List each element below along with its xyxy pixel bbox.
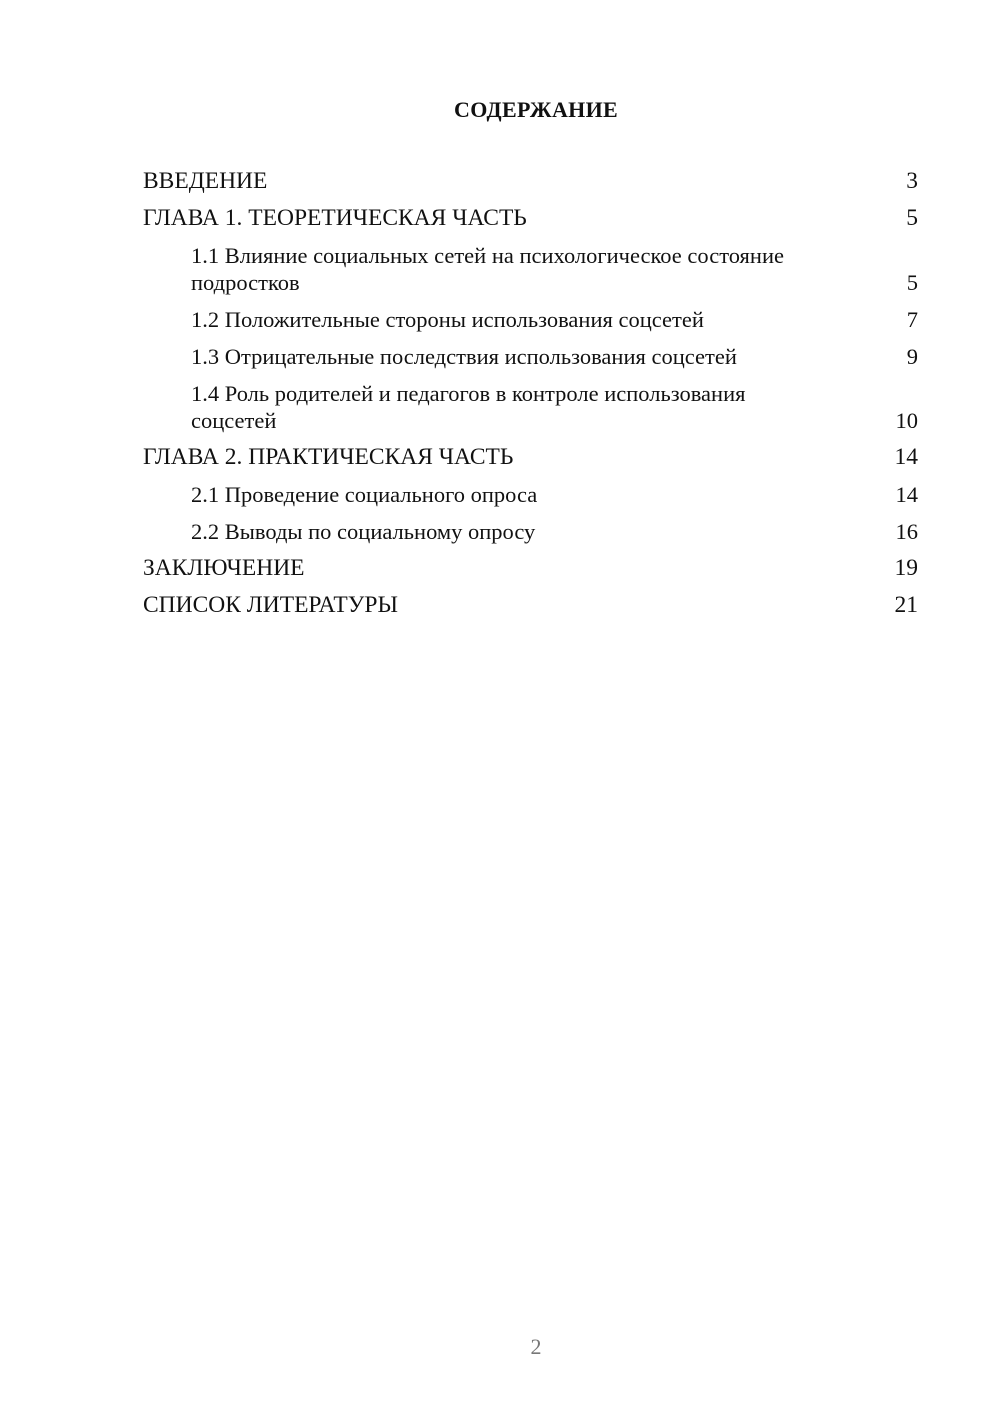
toc-entry-page: 16: [895, 519, 918, 544]
toc-entry-chapter-1[interactable]: [143, 205, 918, 232]
toc-entry-text: 2.2 Выводы по социальному опросу: [191, 519, 536, 544]
toc-entry-text: ВВЕДЕНИЕ: [143, 168, 268, 194]
toc-entry-conclusion[interactable]: [143, 555, 918, 582]
toc-entry-chapter-2[interactable]: [143, 444, 918, 471]
toc-entry-page: 10: [895, 408, 918, 433]
toc-entry-section-2-2[interactable]: [143, 518, 918, 545]
toc-entry-section-1-1[interactable]: [143, 242, 918, 296]
toc-entry-section-1-2[interactable]: [143, 306, 918, 333]
toc-entry-text: ЗАКЛЮЧЕНИЕ: [143, 555, 305, 581]
toc-entry-text: 1.3 Отрицательные последствия использования соцсетей: [191, 344, 737, 369]
toc-entry-text: СПИСОК ЛИТЕРАТУРЫ: [143, 592, 398, 618]
toc-entry-page: 7: [906, 307, 918, 332]
toc-entry-section-1-4[interactable]: [143, 380, 918, 434]
toc-entry-page: 21: [894, 592, 918, 618]
toc-entry-page: 14: [894, 444, 918, 470]
toc-entry-page: 14: [895, 482, 918, 507]
toc-entry-section-1-3[interactable]: [143, 343, 918, 370]
toc-entry-text: ГЛАВА 2. ПРАКТИЧЕСКАЯ ЧАСТЬ: [143, 444, 514, 470]
toc-entry-page: 5: [906, 205, 918, 231]
toc-entry-text: 1.2 Положительные стороны использования соцсетей: [191, 307, 704, 332]
page-title: СОДЕРЖАНИЕ: [454, 97, 618, 122]
toc-entry-page: 3: [906, 168, 918, 194]
toc-entry-text: 1.4 Роль родителей и педагогов в контроле использования соцсетей: [191, 381, 746, 433]
toc-entry-section-2-1[interactable]: [143, 481, 918, 508]
table-of-contents: [143, 168, 918, 629]
toc-entry-text: 1.1 Влияние социальных сетей на психологическое состояние подростков: [191, 243, 784, 295]
page-number: 2: [530, 1334, 542, 1359]
toc-entry-page: 19: [894, 555, 918, 581]
toc-entry-page: 9: [906, 344, 918, 369]
toc-entry-page: 5: [906, 270, 918, 295]
toc-entry-introduction[interactable]: [143, 168, 918, 195]
toc-entry-text: ГЛАВА 1. ТЕОРЕТИЧЕСКАЯ ЧАСТЬ: [143, 205, 527, 231]
toc-entry-references[interactable]: [143, 592, 918, 619]
toc-entry-text: 2.1 Проведение социального опроса: [191, 482, 538, 507]
